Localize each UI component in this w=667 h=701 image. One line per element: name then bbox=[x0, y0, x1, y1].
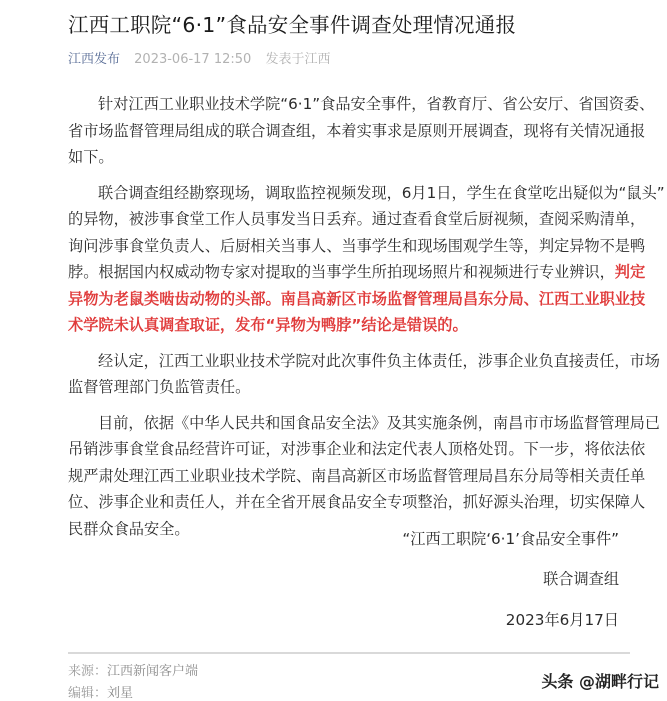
paragraph-line: 联合调查组经勘察现场，调取监控视频发现，6月1日，学生在食堂吃出疑似为“鼠头” bbox=[98, 183, 665, 202]
paragraph-2 bbox=[68, 180, 665, 339]
footer-divider bbox=[68, 652, 630, 654]
paragraph-1 bbox=[68, 91, 655, 171]
paragraph-line-text: 脖。根据国内权威动物专家对提取的当事学生所拍现场照片和视频进行专业辨识， bbox=[68, 263, 615, 281]
paragraph-line: 经认定，江西工业职业技术学院对此次事件负主体责任，涉事企业负直接责任，市场 bbox=[98, 351, 660, 370]
highlighted-text: 判定 bbox=[614, 263, 646, 281]
paragraph-line: 询问涉事食堂负责人、后厨相关当事人、当事学生和现场围观学生等，判定异物不是鸭 bbox=[68, 236, 646, 255]
meta-datetime: 2023-06-17 12:50 bbox=[134, 52, 252, 67]
highlighted-line: 术学院未认真调查取证，发布“异物为鸭脖”结论是错误的。 bbox=[68, 316, 468, 334]
article-meta bbox=[68, 48, 330, 67]
footer-source-label: 来源： bbox=[68, 664, 108, 679]
paragraph-line: 吊销涉事食堂食品经营许可证，对涉事企业和法定代表人顶格处罚。下一步，将依法依 bbox=[68, 440, 646, 458]
article-title: 江西工职院“6·1”食品安全事件调查处理情况通报 bbox=[68, 13, 517, 37]
signature-event: “江西工职院‘6·1’食品安全事件” bbox=[402, 530, 619, 548]
paragraph-line bbox=[68, 259, 646, 286]
paragraph-line: 位、涉事企业和责任人，并在全省开展食品安全专项整治，抓好源头治理，切实保障人 bbox=[68, 493, 646, 511]
footer-source-value: 江西新闻客户端 bbox=[107, 664, 199, 679]
highlighted-line: 异物为老鼠类啮齿动物的头部。南昌高新区市场监督管理局昌东分局、江西工业职业技 bbox=[68, 289, 646, 308]
paragraph-line: 监督管理部门负监管责任。 bbox=[68, 378, 251, 396]
paragraph-line: 民群众食品安全。 bbox=[68, 519, 190, 538]
paragraph-line: 如下。 bbox=[68, 148, 114, 166]
signature-date: 2023年6月17日 bbox=[505, 611, 619, 629]
paragraph-line: 的异物，被涉事食堂工作人员事发当日丢弃。通过查看食堂后厨视频，查阅采购清单， bbox=[68, 210, 646, 228]
signature-group: 联合调查组 bbox=[543, 570, 619, 588]
footer-source bbox=[68, 660, 198, 679]
paragraph-line: 针对江西工业职业技术学院“6·1”食品安全事件，省教育厅、省公安厅、省国资委、 bbox=[98, 95, 655, 113]
paragraph-line: 省市场监督管理局组成的联合调查组，本着实事求是原则开展调查，现将有关情况通报 bbox=[68, 121, 646, 140]
meta-location: 发表于江西 bbox=[265, 52, 331, 67]
footer-editor-value: 刘星 bbox=[107, 686, 134, 701]
footer-editor bbox=[68, 682, 133, 701]
article-body bbox=[68, 91, 665, 551]
meta-source-link[interactable]: 江西发布 bbox=[68, 52, 121, 67]
paragraph-line: 规严肃处理江西工业职业技术学院、南昌高新区市场监督管理局昌东分局等相关责任单 bbox=[68, 466, 646, 485]
watermark: 头条 @湖畔行记 bbox=[541, 672, 659, 691]
footer-editor-label: 编辑： bbox=[68, 686, 108, 701]
paragraph-line: 目前，依据《中华人民共和国食品安全法》及其实施条例，南昌市市场监督管理局已 bbox=[98, 413, 660, 432]
paragraph-4 bbox=[68, 410, 660, 543]
paragraph-3 bbox=[68, 348, 660, 401]
